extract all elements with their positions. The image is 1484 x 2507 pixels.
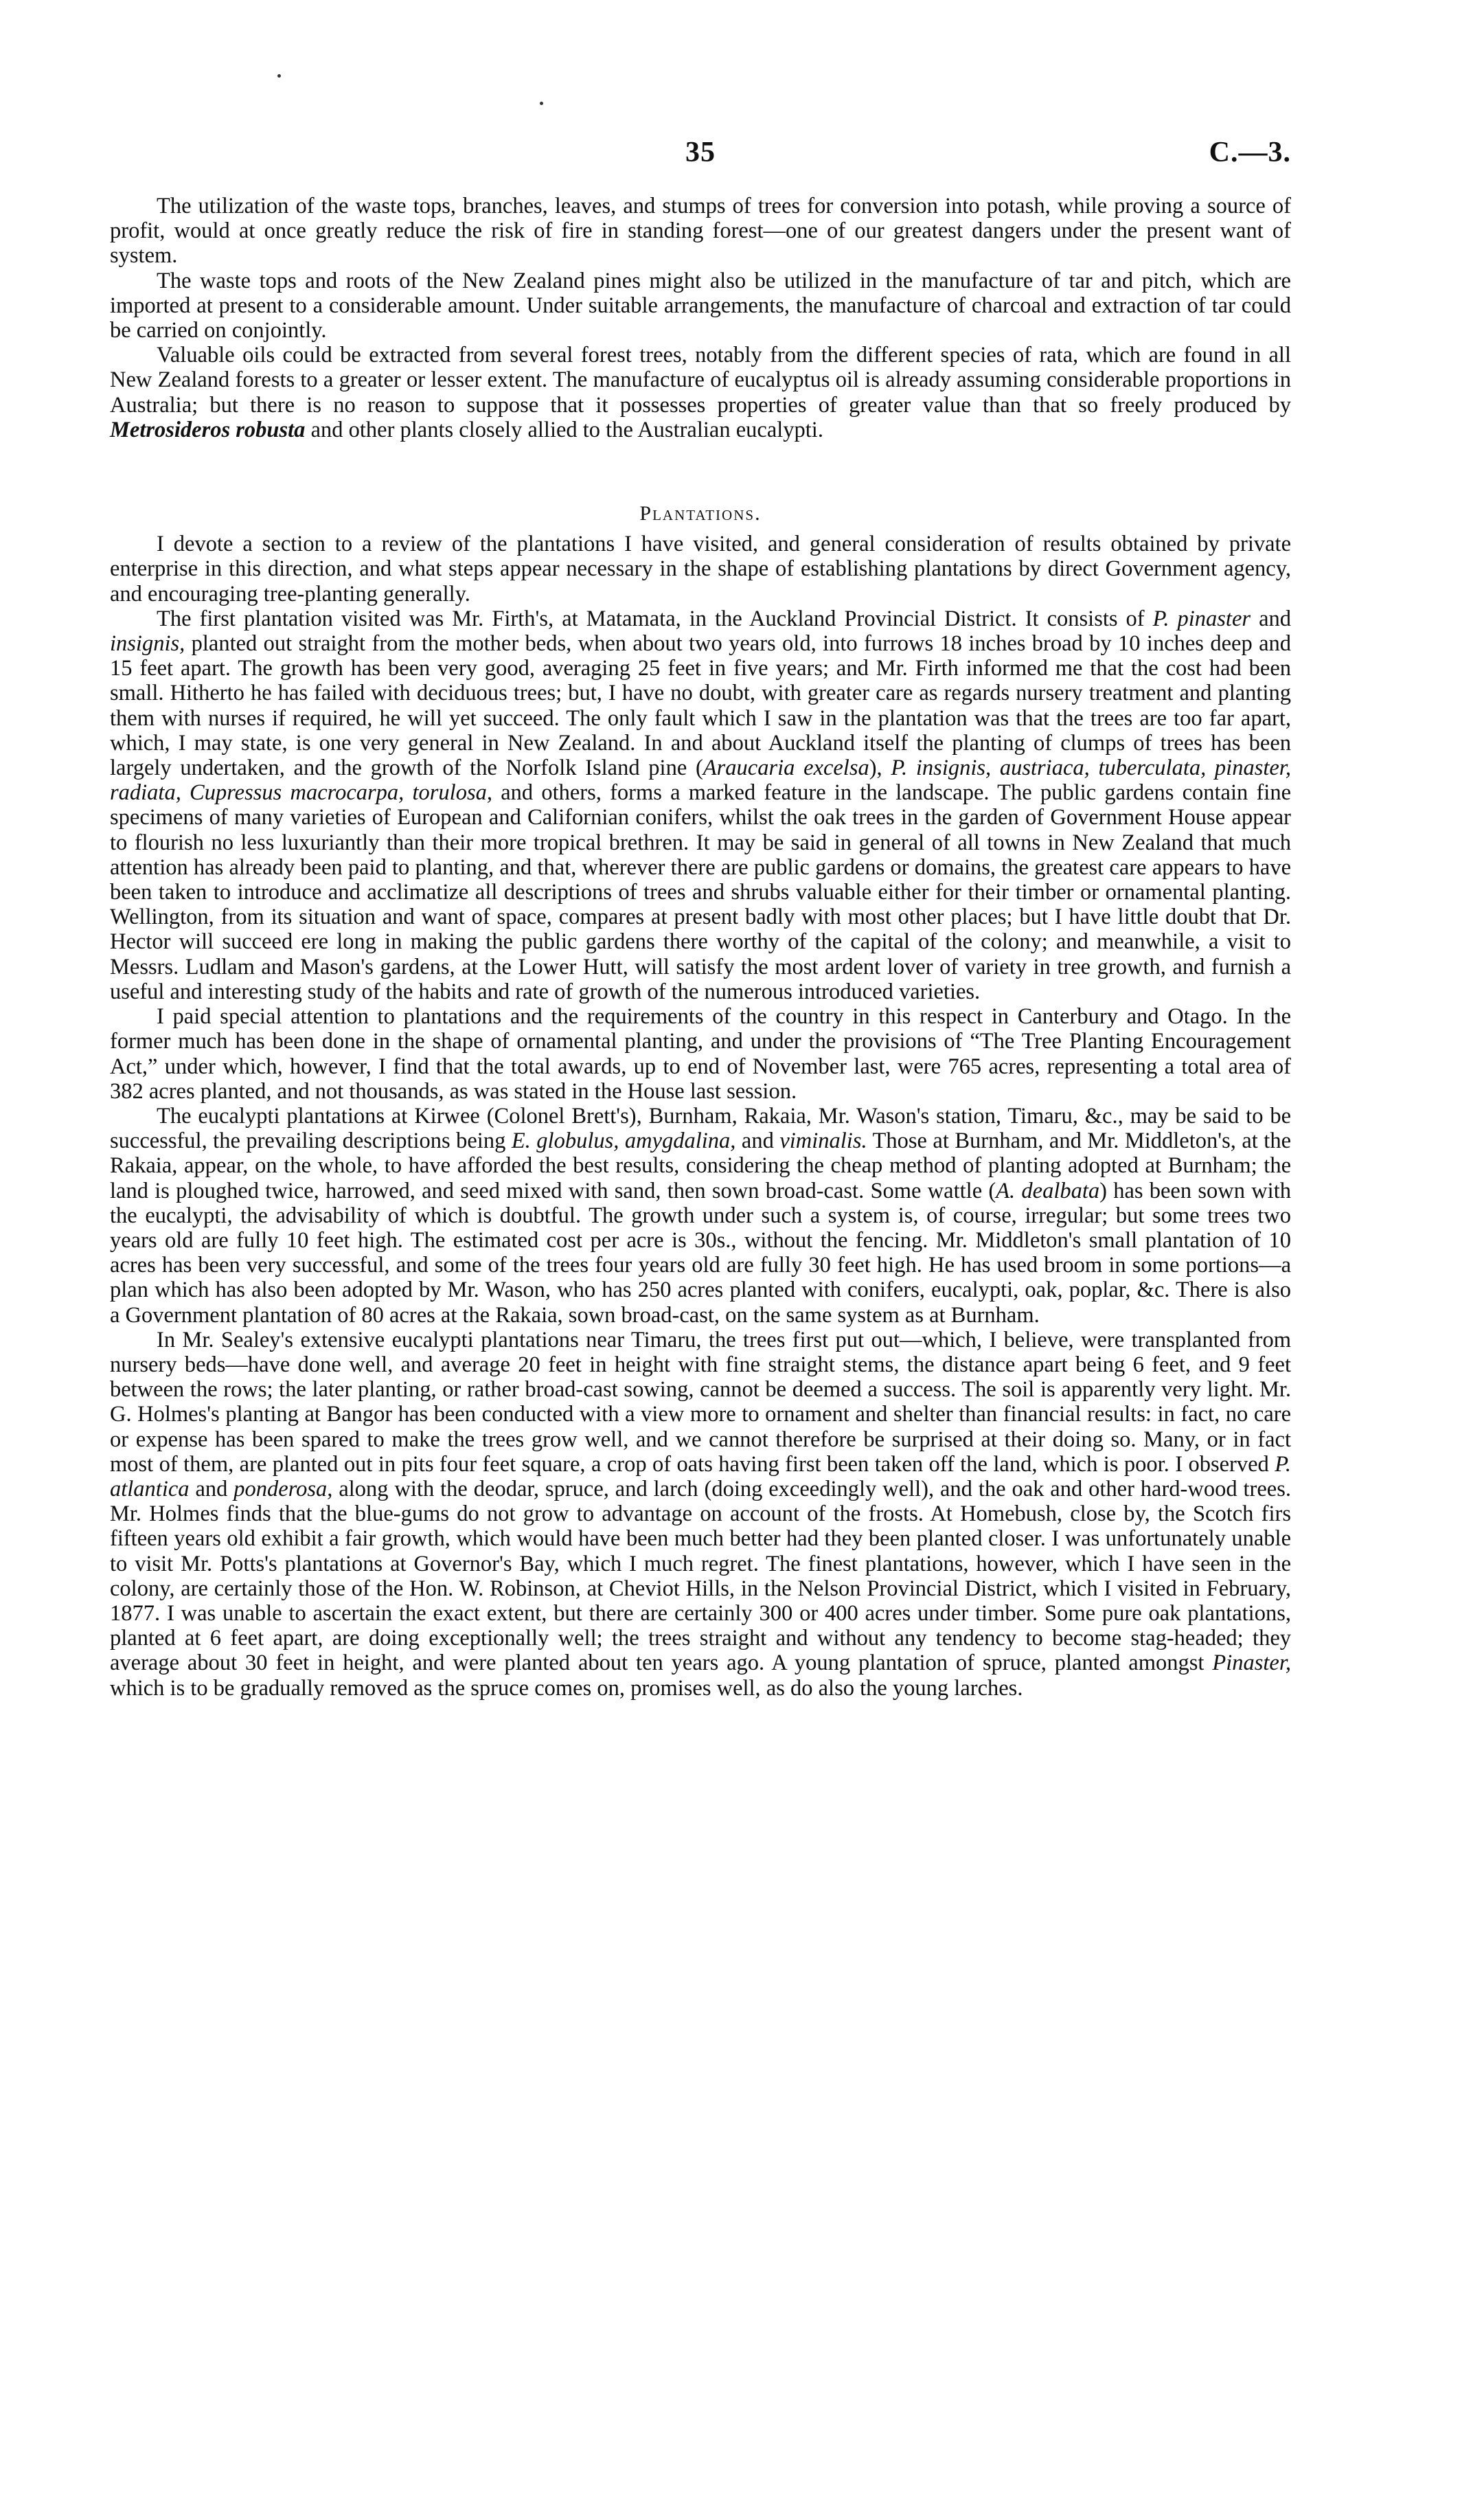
paragraph-firth-plantation [110,606,1291,1004]
paragraph-text: planted out straight from the mother beds, when about two years old, into furrows 18 inches broad by 10 inches deep and 15 feet apart. The growth has been very good, averaging 25 feet in five years; and Mr. Firth informed me that the cost had been small. Hitherto he has failed with deciduous trees; but, I have no doubt, with greater care as regards nursery treatment and planting them with nurses if required, he will yet succeed. The only fault which I saw in the plantation was that the trees are too far apart, which, I may state, is one very general in New Zealand. In and about Auckland itself the planting of clumps of trees has been largely undertaken, and the growth of the Norfolk Island pine ( [110,631,1291,781]
paragraph-text: along with the deodar, spruce, and larch (doing exceedingly well), and the oak and other hard-wood trees. Mr. Holmes finds that the blue-gums do not grow to advantage on account of the frosts. At Homebush, close by, the Scotch firs fifteen years old exhibit a fair growth, which would have been much better had they been planted closer. I was unfortunately unable to visit Mr. Potts's plantations at Governor's Bay, which I much regret. The finest plantations, however, which I have seen in the colony, are certainly those of the Hon. W. Robinson, at Cheviot Hills, in the Nelson Provincial District, which I visited in February, 1877. I was unable to ascertain the exact extent, but there are certainly 300 or 400 acres under timber. Some pure oak plantations, planted at 6 feet apart, are doing exceptionally well; the trees straight and without any tendency to become stag-headed; they average about 30 feet in height, and were planted about ten years ago. A young plantation of spruce, planted amongst [110,1476,1291,1676]
paragraph-potash: The utilization of the waste tops, branches, leaves, and stumps of trees for conversion into potash, while proving a source of profit, would at once greatly reduce the risk of fire in standing forest—one of our greatest dangers under the present want of system. [110,194,1291,269]
paragraph-text: and [1251,606,1291,631]
paragraph-text: In Mr. Sealey's extensive eucalypti plantations near Timaru, the trees first put out—which, I believe, were transplanted from nursery beds—have done well, and average 20 feet in height with fine straight stems, the distance apart being 6 feet, and 9 feet between the rows; the later planting, or rather broad-cast sowing, cannot be deemed a success. The soil is apparently very light. Mr. G. Holmes's planting at Bangor has been conducted with a view more to ornament and shelter than financial results: in fact, no care or expense has been spared to make the trees grow well, and we cannot therefore be surprised at their doing so. Many, or in fact most of them, are planted out in pits four feet square, a crop of oats having first been taken off the land, which is poor. I observed [110,1327,1291,1477]
paragraph-text: ) has been sown with the eucalypti, the advisability of which is doubtful. The growth under such a system is, of course, irregular; but some trees two years old are fully 10 feet high. The estimated cost per acre is 30s., without the fencing. Mr. Middleton's small plantation of 10 acres has been very successful, and some of the trees four years old are fully 30 feet high. He has used broom in some portions—a plan which has also been adopted by Mr. Wason, who has 250 acres planted with conifers, eucalypti, oak, poplar, &c. There is also a Government plantation of 80 acres at the Rakaia, sown broad-cast, on the same system as at Burnham. [110,1178,1291,1328]
body-text [110,194,1291,1701]
paragraph-text: The eucalypti plantations at Kirwee (Colonel Brett's), Burnham, Rakaia, Mr. Wason's station, Timaru, &c., may be said to be successful, the prevailing descriptions being [110,1103,1291,1154]
paragraph-text: and other plants closely allied to the Australian eucalypti. [305,417,823,442]
paragraph-text: The first plantation visited was Mr. Firth's, at Matamata, in the Auckland Provincial District. It consists of [157,606,1153,631]
species-name: P. atlantica [110,1451,1291,1501]
species-name: A. dealbata [996,1178,1100,1203]
paragraph-text: and [189,1476,234,1501]
species-name: E. globulus, amygdalina, [511,1128,736,1154]
paragraph-tar-pitch: The waste tops and roots of the New Zealand pines might also be utilized in the manufacture of tar and pitch, which are imported at present to a considerable amount. Under suitable arrangements, the manufacture of charcoal and extraction of tar could be carried on conjointly. [110,268,1291,343]
species-name: viminalis. [779,1128,867,1154]
species-name: P. insignis, austriaca, tuberculata, pinaster, radiata, Cupressus macrocarpa, torulosa, [110,756,1291,806]
paragraph-text: and others, forms a marked feature in the landscape. The public gardens contain fine specimens of many varieties of European and Californian conifers, whilst the oak trees in the garden of Government House appear to flourish no less luxuriantly than their more tropical brethren. It may be said in general of all towns in New Zealand that much attention has already been paid to planting, and that, wherever there are public gardens or domains, the greatest care appears to have been taken to introduce and acclimatize all descriptions of trees and shrubs valuable either for their timber or ornamental planting. Wellington, from its situation and want of space, compares at present badly with most other places; but I have little doubt that Dr. Hector will succeed ere long in making the public gardens there worthy of the capital of the colony; and meanwhile, a visit to Messrs. Ludlam and Mason's gardens, at the Lower Hutt, will satisfy the most ardent lover of variety in tree growth, and furnish a useful and interesting study of the habits and rate of growth of the numerous introduced varieties. [110,780,1292,1004]
species-name: Araucaria excelsa [703,756,869,781]
document-reference: C.—3. [1209,137,1291,168]
stray-ink-mark [277,74,281,78]
paragraph-sealey-plantations [110,1328,1291,1701]
species-name: Pinaster, [1212,1650,1291,1676]
page-number: 35 [685,137,716,168]
paragraph-canterbury-otago: I paid special attention to plantations and the requirements of the country in this respect in Canterbury and Otago. In the former much has been done in the shape of ornamental planting, and under the provisions of “The Tree Planting Encouragement Act,” under which, however, I find that the total awards, up to end of November last, were 765 acres, representing a total area of 382 acres planted, and not thousands, as was stated in the House last session. [110,1004,1291,1104]
paragraph-eucalypti-plantations [110,1104,1291,1328]
paragraph-text: Valuable oils could be extracted from several forest trees, notably from the different species of rata, which are found in all New Zealand forests to a greater or lesser extent. The manufacture of eucalyptus oil is already assuming considerable proportions in Australia; but there is no reason to suppose that it possesses properties of greater value than that so freely produced by [110,343,1291,418]
stray-ink-mark [540,102,543,105]
paragraph-plantations-intro: I devote a section to a review of the plantations I have visited, and general consideration of results obtained by private enterprise in this direction, and what steps appear necessary in the shape of establishing plantations by direct Government agency, and encouraging tree-planting generally. [110,532,1291,606]
species-name: P. pinaster [1152,606,1251,631]
section-heading-plantations: Plantations. [639,502,762,525]
paragraph-rata-oils [110,343,1291,442]
paragraph-text: which is to be gradually removed as the spruce comes on, promises well, as do also the young larches. [110,1675,1023,1701]
species-name: ponderosa, [233,1476,333,1501]
paragraph-text: Those at Burnham, and Mr. Middleton's, at the Rakaia, appear, on the whole, to have afforded the best results, considering the cheap method of planting adopted at Burnham; the land is ploughed twice, harrowed, and seed mixed with sand, then sown broad-cast. Some wattle ( [110,1128,1291,1203]
paragraph-text: and [735,1128,780,1154]
paragraph-text: ), [869,756,891,781]
species-name: Metrosideros robusta [110,417,306,442]
species-name: insignis, [110,631,185,657]
page-header [110,136,1291,177]
